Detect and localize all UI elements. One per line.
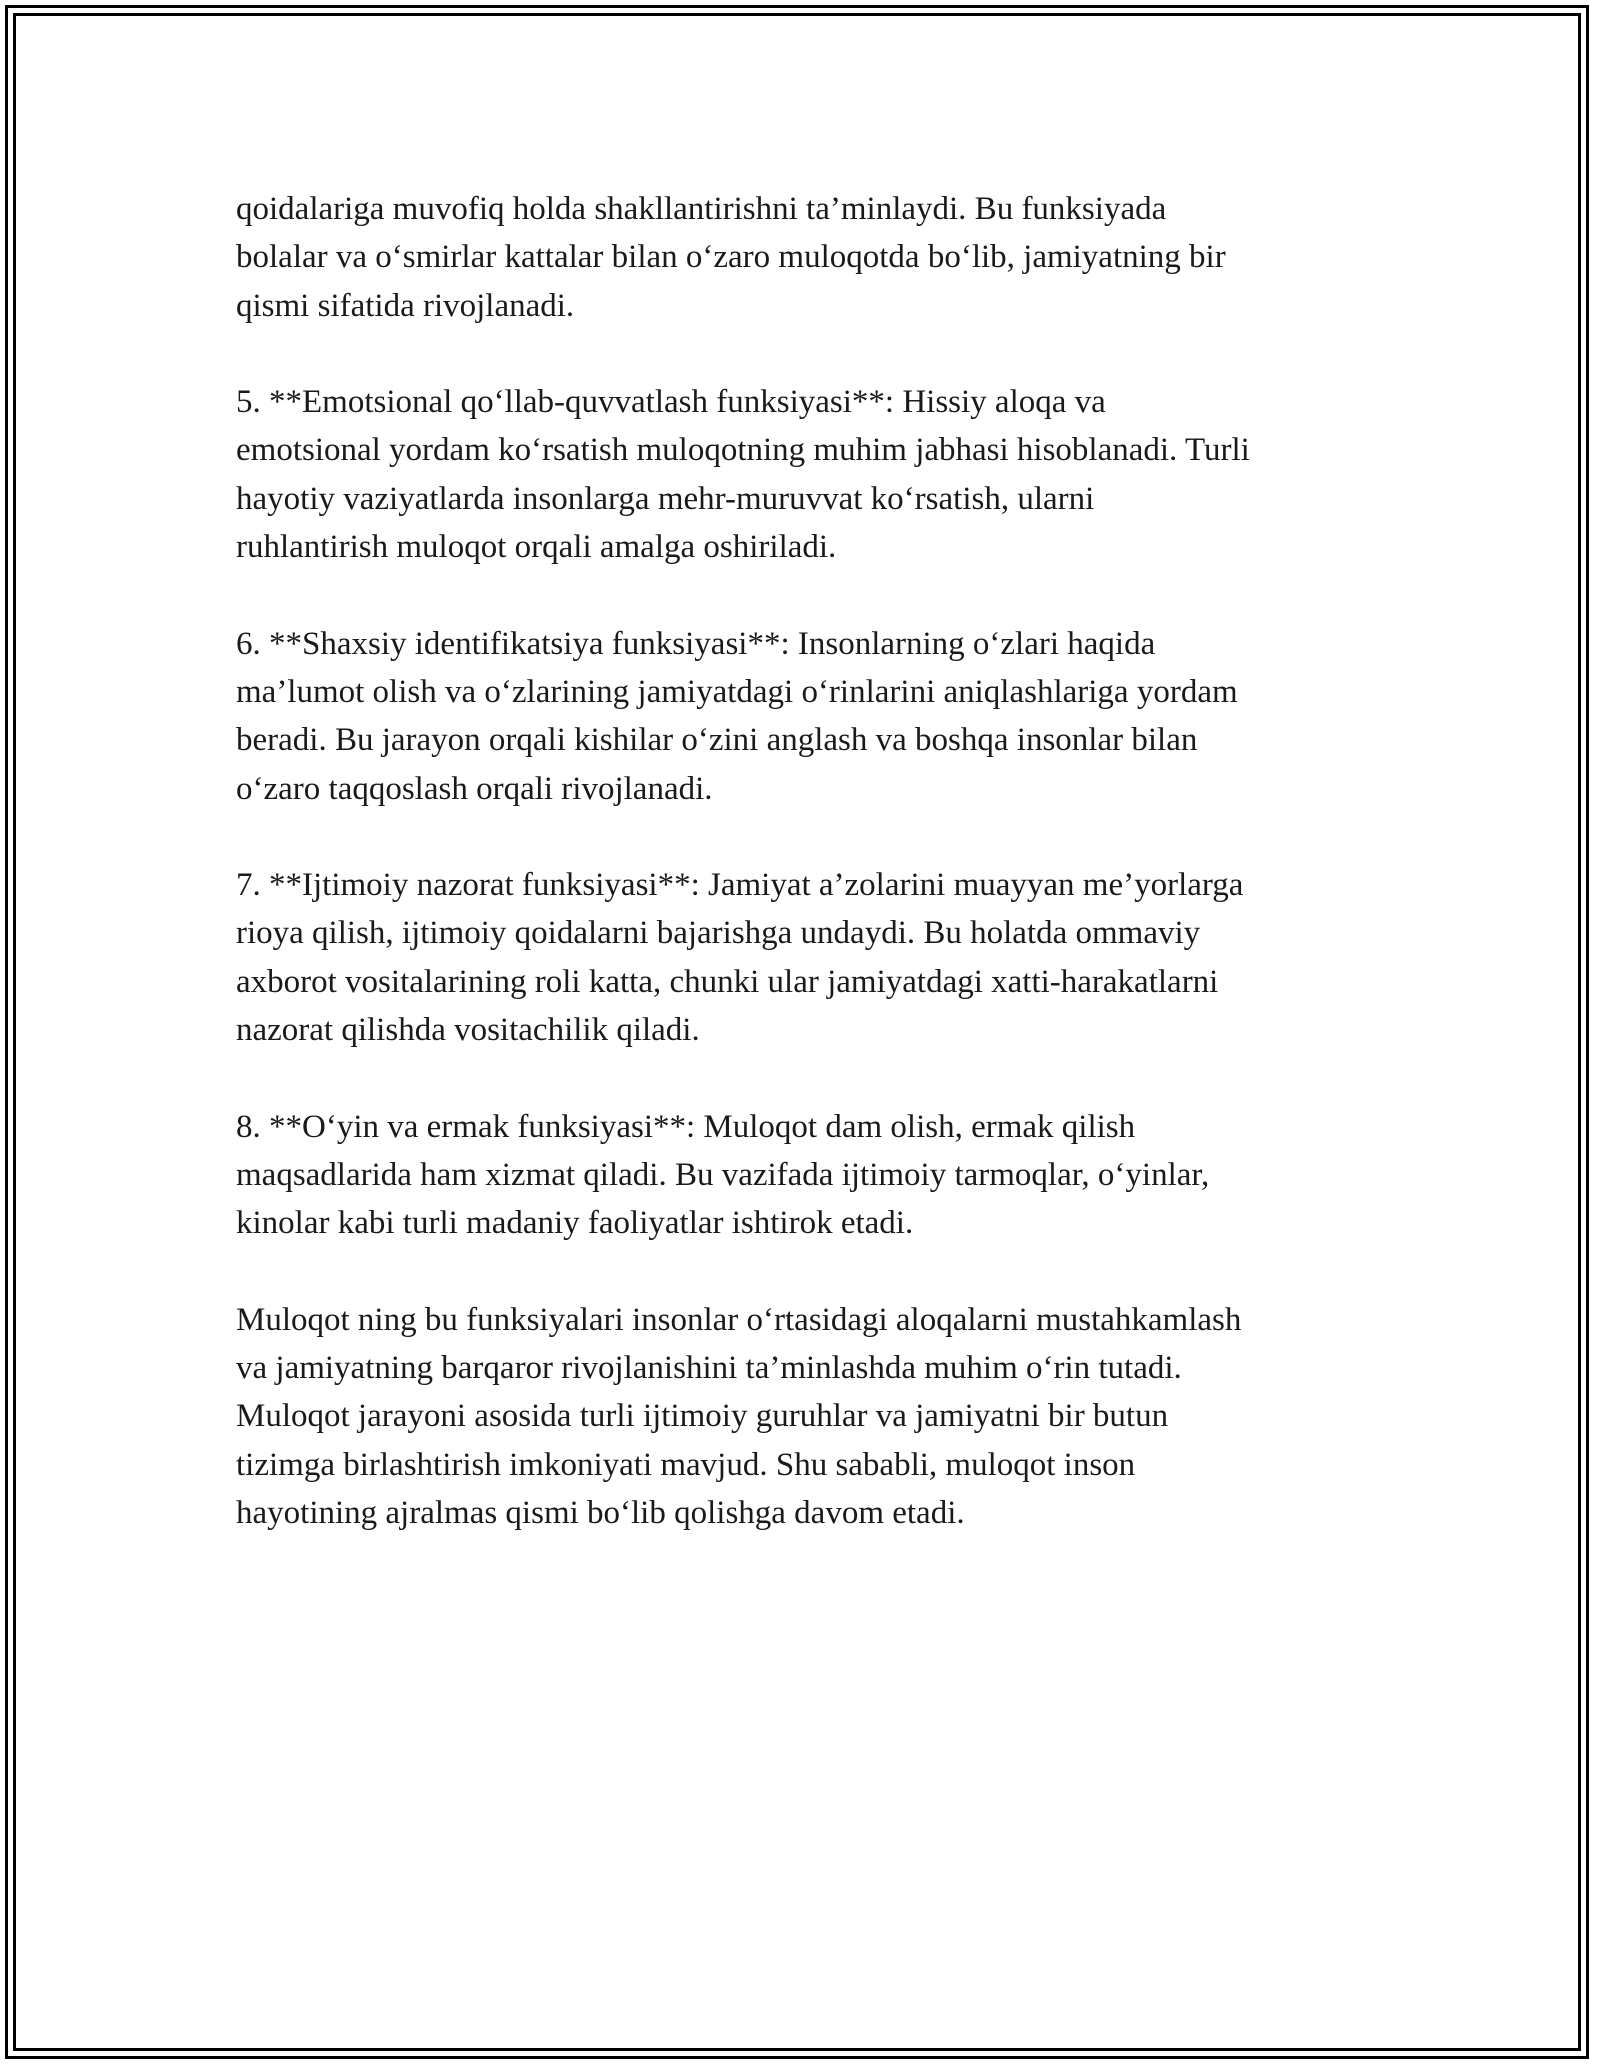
text-line: Muloqot ning bu funksiyalari insonlar o‘rtasidagi aloqalarni mustahkamlash: [236, 1301, 1242, 1338]
paragraph-intro-continuation: [236, 185, 1386, 330]
text-line: o‘zaro taqqoslash orqali rivojlanadi.: [236, 770, 713, 807]
paragraph-personal-identification: [236, 620, 1386, 813]
text-line: beradi. Bu jarayon orqali kishilar o‘zini anglash va boshqa insonlar bilan: [236, 722, 1198, 759]
text-line: bolalar va o‘smirlar kattalar bilan o‘zaro muloqotda bo‘lib, jamiyatning bir: [236, 239, 1226, 276]
text-line: emotsional yordam ko‘rsatish muloqotning muhim jabhasi hisoblanadi. Turli: [236, 432, 1250, 469]
paragraph-emotional-support: [236, 378, 1386, 571]
document-body: [236, 185, 1386, 1586]
text-line: 8. **O‘yin va ermak funksiyasi**: Muloqot dam olish, ermak qilish: [236, 1108, 1136, 1145]
text-line: hayotiy vaziyatlarda insonlarga mehr-muruvvat ko‘rsatish, ularni: [236, 480, 1095, 517]
text-line: 6. **Shaxsiy identifikatsiya funksiyasi**: Insonlarning o‘zlari haqida: [236, 625, 1156, 662]
text-line: va jamiyatning barqaror rivojlanishini ta’minlashda muhim o‘rin tutadi.: [236, 1350, 1182, 1387]
text-line: qismi sifatida rivojlanadi.: [236, 287, 575, 324]
text-line: ruhlantirish muloqot orqali amalga oshiriladi.: [236, 529, 837, 566]
text-line: ma’lumot olish va o‘zlarining jamiyatdagi o‘rinlarini aniqlashlariga yordam: [236, 673, 1238, 710]
text-line: axborot vositalarining roli katta, chunki ular jamiyatdagi xatti-harakatlarni: [236, 963, 1219, 1000]
text-line: hayotining ajralmas qismi bo‘lib qolishga davom etadi.: [236, 1495, 965, 1532]
text-line: Muloqot jarayoni asosida turli ijtimoiy guruhlar va jamiyatni bir butun: [236, 1398, 1169, 1435]
paragraph-conclusion: [236, 1296, 1386, 1537]
text-line: tizimga birlashtirish imkoniyati mavjud. Shu sababli, muloqot inson: [236, 1446, 1136, 1483]
text-line: nazorat qilishda vositachilik qiladi.: [236, 1012, 700, 1049]
text-line: 5. **Emotsional qo‘llab-quvvatlash funksiyasi**: Hissiy aloqa va: [236, 384, 1106, 421]
text-line: qoidalariga muvofiq holda shakllantirishni ta’minlaydi. Bu funksiyada: [236, 191, 1167, 227]
text-line: 7. **Ijtimoiy nazorat funksiyasi**: Jamiyat a’zolarini muayyan me’yorlarga: [236, 867, 1244, 904]
paragraph-social-control: [236, 861, 1386, 1054]
text-line: rioya qilish, ijtimoiy qoidalarni bajarishga undaydi. Bu holatda ommaviy: [236, 915, 1201, 952]
text-line: kinolar kabi turli madaniy faoliyatlar ishtirok etadi.: [236, 1205, 914, 1242]
text-line: maqsadlarida ham xizmat qiladi. Bu vazifada ijtimoiy tarmoqlar, o‘yinlar,: [236, 1156, 1210, 1193]
paragraph-game-entertainment: [236, 1103, 1386, 1248]
